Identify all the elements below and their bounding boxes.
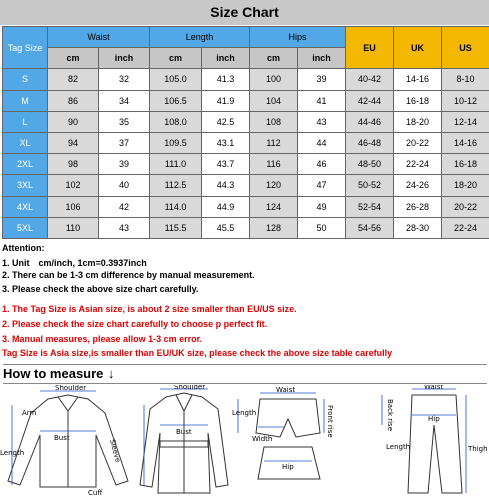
bust-label: Bust: [176, 428, 192, 436]
trousers-measure-diagram: [352, 385, 489, 497]
how-to-measure-title: How to measure: [3, 366, 104, 381]
note-line: 3. Manual measures, please allow 1-3 cm error.: [2, 334, 203, 344]
hip-label: Hip: [428, 415, 440, 423]
front-rise-label: Front rise: [326, 405, 334, 438]
sleeve-label: Sleeve: [108, 438, 122, 464]
table-cell: 114.0: [150, 196, 202, 217]
table-cell: 106: [48, 196, 99, 217]
table-cell: 111.0: [150, 154, 202, 175]
table-row: [3, 175, 489, 196]
table-cell: 120: [250, 175, 298, 196]
table-cell: 104: [250, 90, 298, 111]
cuff-label: Cuff: [88, 489, 103, 497]
table-cell: 20-22: [394, 132, 442, 153]
size-label: M: [3, 90, 48, 111]
length-header: Length: [150, 27, 250, 48]
table-row: [3, 132, 489, 153]
arm-label: Arm: [22, 409, 37, 417]
table-cell: 43: [99, 217, 150, 238]
attention-line: 3. Please check the above size chart carefully.: [2, 284, 199, 294]
us-header: US: [442, 27, 489, 69]
table-cell: 50-52: [346, 175, 394, 196]
table-cell: 22-24: [394, 154, 442, 175]
table-cell: 43.1: [202, 132, 250, 153]
eu-header: EU: [346, 27, 394, 69]
note-line: Tag Size is Asia size,is smaller than EU/UK size, please check the above size table carefully: [2, 348, 393, 358]
length-label: Length: [232, 409, 257, 417]
length-label: Length: [0, 449, 25, 457]
table-cell: 41.9: [202, 90, 250, 111]
table-cell: 42-44: [346, 90, 394, 111]
back-rise-label: Back rise: [386, 399, 394, 431]
unit-header: inch: [298, 48, 346, 69]
note-line: 2. Please check the size chart carefully to choose p perfect fit.: [2, 319, 268, 329]
table-cell: 49: [298, 196, 346, 217]
waist-label: Waist: [424, 385, 444, 391]
table-cell: 24-26: [394, 175, 442, 196]
table-row: [3, 154, 489, 175]
table-row: [3, 69, 489, 90]
hips-header: Hips: [250, 27, 346, 48]
table-row: [3, 196, 489, 217]
table-cell: 43: [298, 111, 346, 132]
table-cell: 108: [250, 111, 298, 132]
table-cell: 14-16: [442, 132, 489, 153]
waist-header: Waist: [48, 27, 150, 48]
table-cell: 40-42: [346, 69, 394, 90]
table-cell: 44-46: [346, 111, 394, 132]
table-cell: 16-18: [394, 90, 442, 111]
hip-label: Hip: [282, 463, 294, 471]
table-cell: 82: [48, 69, 99, 90]
arrow-down-icon: ↓: [107, 366, 115, 381]
table-cell: 22-24: [442, 217, 489, 238]
table-cell: 40: [99, 175, 150, 196]
attention-line: 1. Unit cm/inch, 1cm=0.3937inch: [2, 258, 147, 268]
size-label: 5XL: [3, 217, 48, 238]
how-to-measure-banner: [3, 364, 487, 384]
table-cell: 98: [48, 154, 99, 175]
table-cell: 47: [298, 175, 346, 196]
table-cell: 112: [250, 132, 298, 153]
unit-header: cm: [48, 48, 99, 69]
length-label: Length: [386, 443, 411, 451]
shoulder-label: Shoulder: [174, 385, 206, 391]
table-row: [3, 90, 489, 111]
table-cell: 50: [298, 217, 346, 238]
uk-header: UK: [394, 27, 442, 69]
table-cell: 48-50: [346, 154, 394, 175]
tag-size-header: Tag Size: [3, 27, 48, 69]
table-row: [3, 217, 489, 238]
unit-header: inch: [99, 48, 150, 69]
table-cell: 86: [48, 90, 99, 111]
table-cell: 115.5: [150, 217, 202, 238]
table-cell: 41: [298, 90, 346, 111]
unit-header: cm: [150, 48, 202, 69]
attention-heading: Attention:: [2, 243, 45, 253]
table-cell: 26-28: [394, 196, 442, 217]
table-cell: 52-54: [346, 196, 394, 217]
unit-header: inch: [202, 48, 250, 69]
size-label: 3XL: [3, 175, 48, 196]
table-cell: 20-22: [442, 196, 489, 217]
table-cell: 44.3: [202, 175, 250, 196]
coat-measure-diagram: [138, 385, 230, 497]
table-cell: 94: [48, 132, 99, 153]
table-cell: 124: [250, 196, 298, 217]
table-cell: 44.9: [202, 196, 250, 217]
table-cell: 18-20: [394, 111, 442, 132]
table-cell: 106.5: [150, 90, 202, 111]
bust-label: Bust: [54, 434, 70, 442]
unit-header: cm: [250, 48, 298, 69]
table-cell: 42: [99, 196, 150, 217]
table-cell: 46: [298, 154, 346, 175]
table-cell: 100: [250, 69, 298, 90]
shorts-measure-diagram: [232, 385, 352, 497]
table-row: [3, 111, 489, 132]
table-cell: 39: [298, 69, 346, 90]
size-chart-table: [2, 26, 489, 239]
width-label: Width: [252, 435, 273, 443]
blouse-measure-diagram: [0, 385, 135, 497]
table-cell: 112.5: [150, 175, 202, 196]
size-label: XL: [3, 132, 48, 153]
table-cell: 108.0: [150, 111, 202, 132]
table-cell: 46-48: [346, 132, 394, 153]
table-cell: 14-16: [394, 69, 442, 90]
table-cell: 32: [99, 69, 150, 90]
size-label: L: [3, 111, 48, 132]
attention-line: 2. There can be 1-3 cm difference by manual measurement.: [2, 270, 255, 280]
table-cell: 28-30: [394, 217, 442, 238]
table-cell: 34: [99, 90, 150, 111]
table-cell: 44: [298, 132, 346, 153]
table-cell: 8-10: [442, 69, 489, 90]
table-cell: 37: [99, 132, 150, 153]
table-cell: 105.0: [150, 69, 202, 90]
table-cell: 45.5: [202, 217, 250, 238]
table-cell: 43.7: [202, 154, 250, 175]
table-cell: 39: [99, 154, 150, 175]
table-cell: 109.5: [150, 132, 202, 153]
table-cell: 10-12: [442, 90, 489, 111]
table-cell: 35: [99, 111, 150, 132]
shoulder-label: Shoulder: [55, 385, 87, 392]
size-chart-title: Size Chart: [0, 0, 489, 25]
table-cell: 42.5: [202, 111, 250, 132]
waist-label: Waist: [276, 386, 296, 394]
table-cell: 54-56: [346, 217, 394, 238]
size-label: 4XL: [3, 196, 48, 217]
table-cell: 18-20: [442, 175, 489, 196]
table-cell: 16-18: [442, 154, 489, 175]
table-cell: 41.3: [202, 69, 250, 90]
table-cell: 102: [48, 175, 99, 196]
table-cell: 90: [48, 111, 99, 132]
size-label: 2XL: [3, 154, 48, 175]
table-cell: 110: [48, 217, 99, 238]
table-cell: 12-14: [442, 111, 489, 132]
size-label: S: [3, 69, 48, 90]
note-line: 1. The Tag Size is Asian size, is about 2 size smaller than EU/US size.: [2, 304, 297, 314]
thigh-label: Thigh: [468, 445, 488, 453]
table-cell: 116: [250, 154, 298, 175]
table-cell: 128: [250, 217, 298, 238]
